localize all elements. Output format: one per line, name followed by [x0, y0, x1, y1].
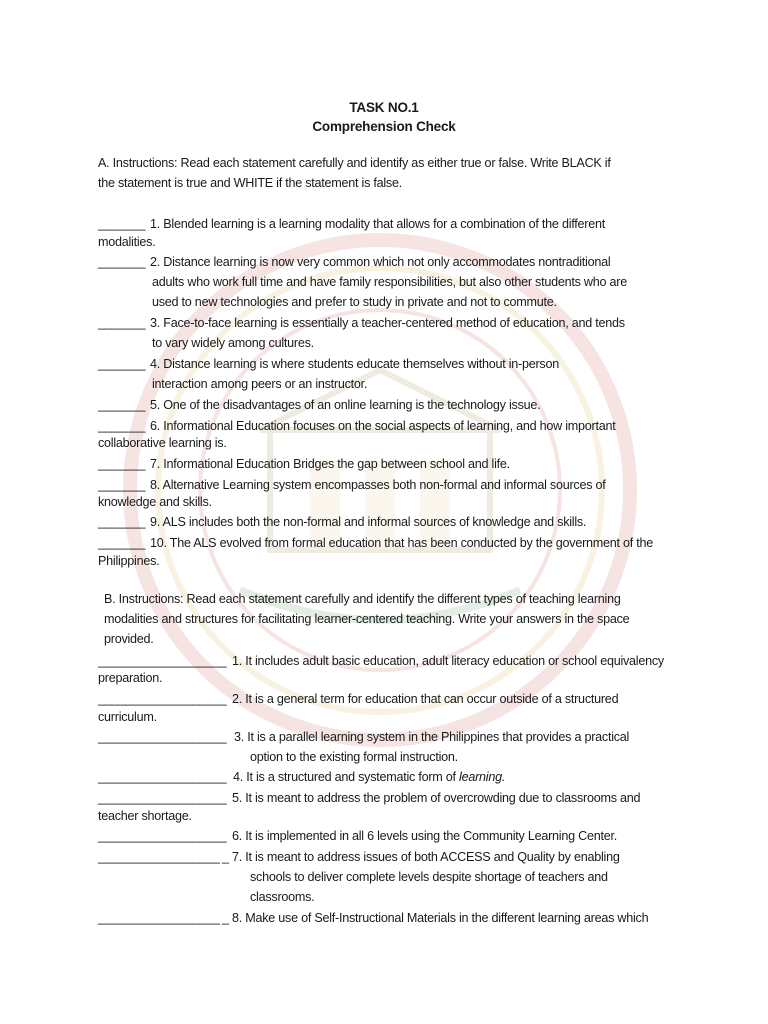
- section-b-instructions-line-1: B. Instructions: Read each statement carefully and identify the different types of teaching learning: [104, 592, 621, 606]
- answer-blank[interactable]: _______: [98, 536, 146, 550]
- question-text: 6. It is implemented in all 6 levels using the Community Learning Center.: [232, 829, 617, 843]
- answer-blank[interactable]: ___________________: [98, 654, 227, 668]
- question-text: 1. It includes adult basic education, adult literacy education or school equivalency: [232, 654, 664, 668]
- question-text: collaborative learning is.: [98, 436, 227, 450]
- question-text: preparation.: [98, 671, 163, 685]
- answer-blank[interactable]: _______: [98, 478, 146, 492]
- question-text: 10. The ALS evolved from formal education that has been conducted by the government of the: [150, 536, 654, 550]
- section-b-instructions-line-3: provided.: [104, 632, 154, 646]
- question-text: teacher shortage.: [98, 809, 192, 823]
- answer-blank[interactable]: ___________________: [98, 791, 227, 805]
- section-a-instructions-line-1: A. Instructions: Read each statement carefully and identify as either true or false. Write BLACK if: [98, 156, 611, 170]
- question-text: 2. It is a general term for education that can occur outside of a structured: [232, 692, 619, 706]
- answer-blank[interactable]: _______: [98, 515, 146, 529]
- question-text: 7. Informational Education Bridges the gap between school and life.: [150, 457, 510, 471]
- question-text: 5. It is meant to address the problem of overcrowding due to classrooms and: [232, 791, 641, 805]
- question-text: 8. Alternative Learning system encompasses both non-formal and informal sources of: [150, 478, 606, 492]
- subtitle: Comprehension Check: [312, 119, 456, 134]
- answer-blank[interactable]: __________________: [98, 911, 220, 925]
- answer-blank[interactable]: _______: [98, 316, 146, 330]
- question-text: 4. It is a structured and systematic form of learning.: [233, 770, 506, 784]
- answer-blank[interactable]: _______: [98, 255, 146, 269]
- question-text: 4. Distance learning is where students educate themselves without in-person: [150, 357, 559, 371]
- section-b-instructions-line-2: modalities and structures for facilitating learner-centered teaching. Write your answers in the space: [104, 612, 630, 626]
- question-text: 3. It is a parallel learning system in the Philippines that provides a practical: [234, 730, 630, 744]
- section-a-instructions-line-2: the statement is true and WHITE if the statement is false.: [98, 176, 402, 190]
- answer-blank[interactable]: __________________: [98, 850, 220, 864]
- answer-blank[interactable]: ___________________: [98, 692, 227, 706]
- answer-blank[interactable]: _______: [98, 217, 146, 231]
- answer-blank[interactable]: _______: [98, 457, 146, 471]
- question-text: _ 8. Make use of Self-Instructional Materials in the different learning areas which: [222, 911, 649, 925]
- answer-blank[interactable]: _______: [98, 357, 146, 371]
- question-text: option to the existing formal instruction.: [250, 750, 458, 764]
- question-text: 3. Face-to-face learning is essentially a teacher-centered method of education, and tends: [150, 316, 625, 330]
- question-text: Philippines.: [98, 554, 160, 568]
- question-text: schools to deliver complete levels despite shortage of teachers and: [250, 870, 608, 884]
- question-text: used to new technologies and prefer to study in private and not to commute.: [152, 295, 557, 309]
- question-text: modalities.: [98, 235, 156, 249]
- answer-blank[interactable]: _______: [98, 398, 146, 412]
- question-text: 1. Blended learning is a learning modality that allows for a combination of the different: [150, 217, 605, 231]
- task-title: TASK NO.1: [349, 100, 419, 115]
- question-text: adults who work full time and have family responsibilities, but also other students who are: [152, 275, 627, 289]
- answer-blank[interactable]: ___________________: [98, 730, 227, 744]
- question-text: 9. ALS includes both the non-formal and informal sources of knowledge and skills.: [150, 515, 587, 529]
- question-text: curriculum.: [98, 710, 157, 724]
- question-text: _ 7. It is meant to address issues of both ACCESS and Quality by enabling: [222, 850, 620, 864]
- question-text: classrooms.: [250, 890, 315, 904]
- question-text: to vary widely among cultures.: [152, 336, 314, 350]
- question-text: interaction among peers or an instructor.: [152, 377, 368, 391]
- question-text: 6. Informational Education focuses on the social aspects of learning, and how important: [150, 419, 616, 433]
- question-text: 2. Distance learning is now very common which not only accommodates nontraditional: [150, 255, 611, 269]
- question-text: knowledge and skills.: [98, 495, 212, 509]
- answer-blank[interactable]: ___________________: [98, 770, 227, 784]
- answer-blank[interactable]: ___________________: [98, 829, 227, 843]
- question-text: 5. One of the disadvantages of an online learning is the technology issue.: [150, 398, 541, 412]
- answer-blank[interactable]: _______: [98, 419, 146, 433]
